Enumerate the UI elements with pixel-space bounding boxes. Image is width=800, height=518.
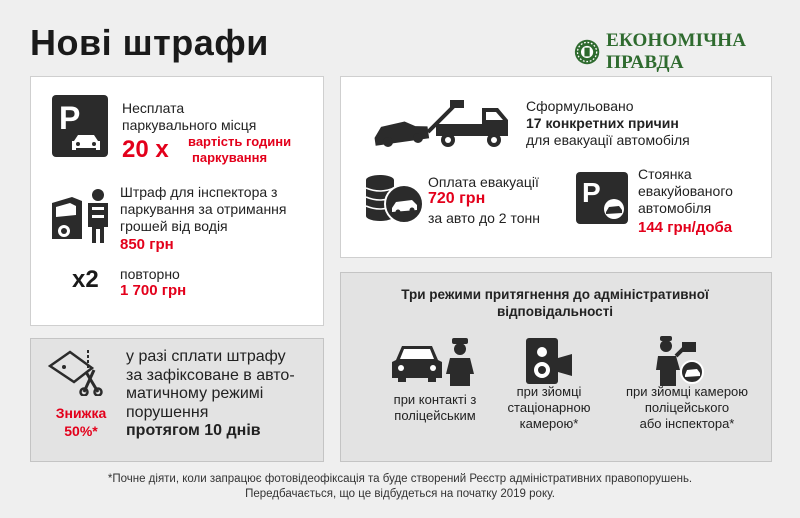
paid-parking-icon xyxy=(52,95,108,157)
evacuation-payment-amount: 720 грн xyxy=(428,190,486,207)
repeat-multiplier: х2 xyxy=(72,266,99,293)
bribe-fine-text: Штраф для інспектора з паркування за отримання грошей від водія xyxy=(120,184,287,234)
page-title: Нові штрафи xyxy=(30,22,269,63)
svg-text:P: P xyxy=(582,177,601,208)
repeat-label: повторно xyxy=(120,266,180,282)
mode-officer-camera-label: при зйомці камерою поліцейського або інспектора* xyxy=(625,384,749,431)
liability-modes-heading: Три режими притягнення до адміністративної відповідальності xyxy=(401,287,709,319)
mode-contact-label: при контакті з поліцейським xyxy=(393,392,477,423)
evacuation-reasons-text: Сформульовано 17 конкретних причин для евакуації автомобіля xyxy=(526,98,690,148)
impound-amount: 144 грн/доба xyxy=(638,219,733,236)
stationary-camera-icon xyxy=(524,336,576,386)
car-police-officer-icon xyxy=(392,336,476,386)
bribe-fine-amount: 850 грн xyxy=(120,236,174,253)
logo-text: ЕКОНОМІЧНА ПРАВДА xyxy=(606,30,747,73)
cut-ticket-icon xyxy=(48,348,110,396)
parking-fine-text: Несплата паркувального місця xyxy=(122,100,257,133)
tow-truck-icon xyxy=(372,98,512,150)
logo-emblem-icon xyxy=(574,37,600,67)
parking-multiplier: 20 х xyxy=(122,136,169,163)
impound-text: Стоянка евакуйованого автомобіля xyxy=(638,166,733,216)
discount-text: у разі сплати штрафу за зафіксоване в авто- матичному режимі порушення протягом 10 днів xyxy=(126,348,295,439)
inspector-with-car-icon xyxy=(52,187,112,243)
repeat-amount: 1 700 грн xyxy=(120,282,187,299)
discount-label: Знижка 50%* xyxy=(55,405,107,439)
evacuation-payment-label: Оплата евакуації xyxy=(428,174,539,190)
logo xyxy=(574,30,800,74)
mode-stationary-label: при зйомці стаціонарною камерою* xyxy=(507,384,591,431)
evacuation-payment-note: за авто до 2 тонн xyxy=(428,210,540,226)
svg-text:P: P xyxy=(59,100,81,136)
footnote: *Почне діяти, коли запрацює фотовідеофіксація та буде створений Реєстр адміністративних правопорушень. Передбачається, що це відбудеться на початку 2019 року. xyxy=(107,473,693,500)
coins-car-icon xyxy=(364,172,424,224)
officer-camera-icon xyxy=(656,334,706,386)
parking-rate: вартість години паркування xyxy=(188,134,292,165)
impound-parking-icon xyxy=(576,172,628,224)
